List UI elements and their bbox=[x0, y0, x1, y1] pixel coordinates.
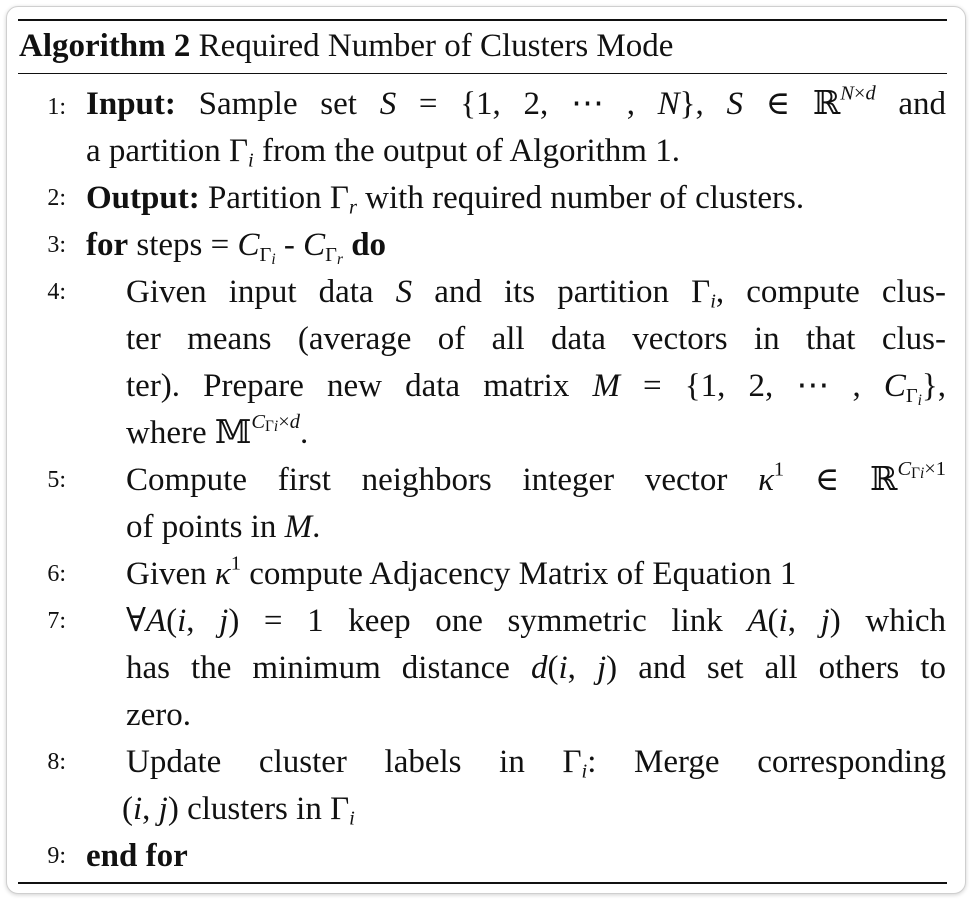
step-number-4: 4: bbox=[47, 279, 66, 305]
step-2-line: Output: Partition $\Gamma_r$ with required number of clusters. bbox=[86, 180, 805, 219]
step-9-line bbox=[86, 836, 946, 876]
step-8-line-1: Update cluster labels in $\Gamma_i$: Merge corresponding bbox=[126, 744, 946, 783]
step-3-line: for steps = $C_{\Gamma i} - C_{\Gamma r}$ do bbox=[86, 227, 387, 268]
step-4-line-4: where 𝕄$^{C\Gamma i\times d}$. bbox=[126, 411, 309, 451]
step-4-line-3: ter). Prepare new data matrix M = {1, 2, ⋯ , $C_{\Gamma i}$}, bbox=[126, 368, 947, 409]
step-1-line-1: Input: Sample set S = {1, 2, ⋯ , N}, S ∈ ℝ$^{N\times d}$ and bbox=[86, 82, 947, 122]
step-5-line-2: of points in M. bbox=[126, 509, 321, 545]
caption-rule bbox=[18, 73, 947, 74]
step-4-line-2: ter means (average of all data vectors in that clus- bbox=[126, 321, 946, 357]
step-number-3: 3: bbox=[47, 232, 66, 258]
step-number-7: 7: bbox=[47, 608, 66, 634]
step-5-line-1: Compute first neighbors integer vector $\kappa^1$ ∈ ℝ$^{C\Gamma i\times 1}$ bbox=[126, 458, 947, 498]
step-8-line-2: (i, j) clusters in $\Gamma_i$ bbox=[122, 791, 355, 830]
input-keyword: Input: bbox=[86, 86, 176, 122]
do-keyword: do bbox=[351, 227, 387, 263]
step-number-9: 9: bbox=[47, 843, 66, 869]
step-number-6: 6: bbox=[47, 561, 66, 587]
step-4-line-1: Given input data S and its partition $\Gamma_i$, compute clus- bbox=[126, 274, 947, 313]
step-7-line-1: ∀A(i, j) = 1 keep one symmetric link A(i, j) which bbox=[126, 603, 947, 639]
end-for-keyword: end for bbox=[86, 838, 188, 874]
step-number-2: 2: bbox=[47, 185, 66, 211]
step-7-line-3: zero. bbox=[126, 697, 192, 733]
output-keyword: Output: bbox=[86, 180, 200, 216]
for-keyword: for bbox=[86, 227, 129, 263]
step-7-line-2: has the minimum distance d(i, j) and set all others to bbox=[126, 650, 946, 686]
step-number-5: 5: bbox=[47, 467, 66, 493]
bottom-rule bbox=[18, 882, 947, 884]
top-rule bbox=[18, 19, 947, 21]
step-6-line: Given $\kappa^1$ compute Adjacency Matrix of Equation 1 bbox=[126, 552, 797, 592]
step-number-8: 8: bbox=[47, 749, 66, 775]
algorithm-caption bbox=[19, 26, 673, 66]
step-number-1: 1: bbox=[47, 94, 66, 120]
algorithm-title: Required Number of Clusters Mode bbox=[198, 28, 674, 64]
algorithm-label: Algorithm 2 bbox=[19, 28, 191, 64]
step-1-line-2: a partition $\Gamma_i$ from the output of Algorithm 1. bbox=[86, 133, 680, 172]
